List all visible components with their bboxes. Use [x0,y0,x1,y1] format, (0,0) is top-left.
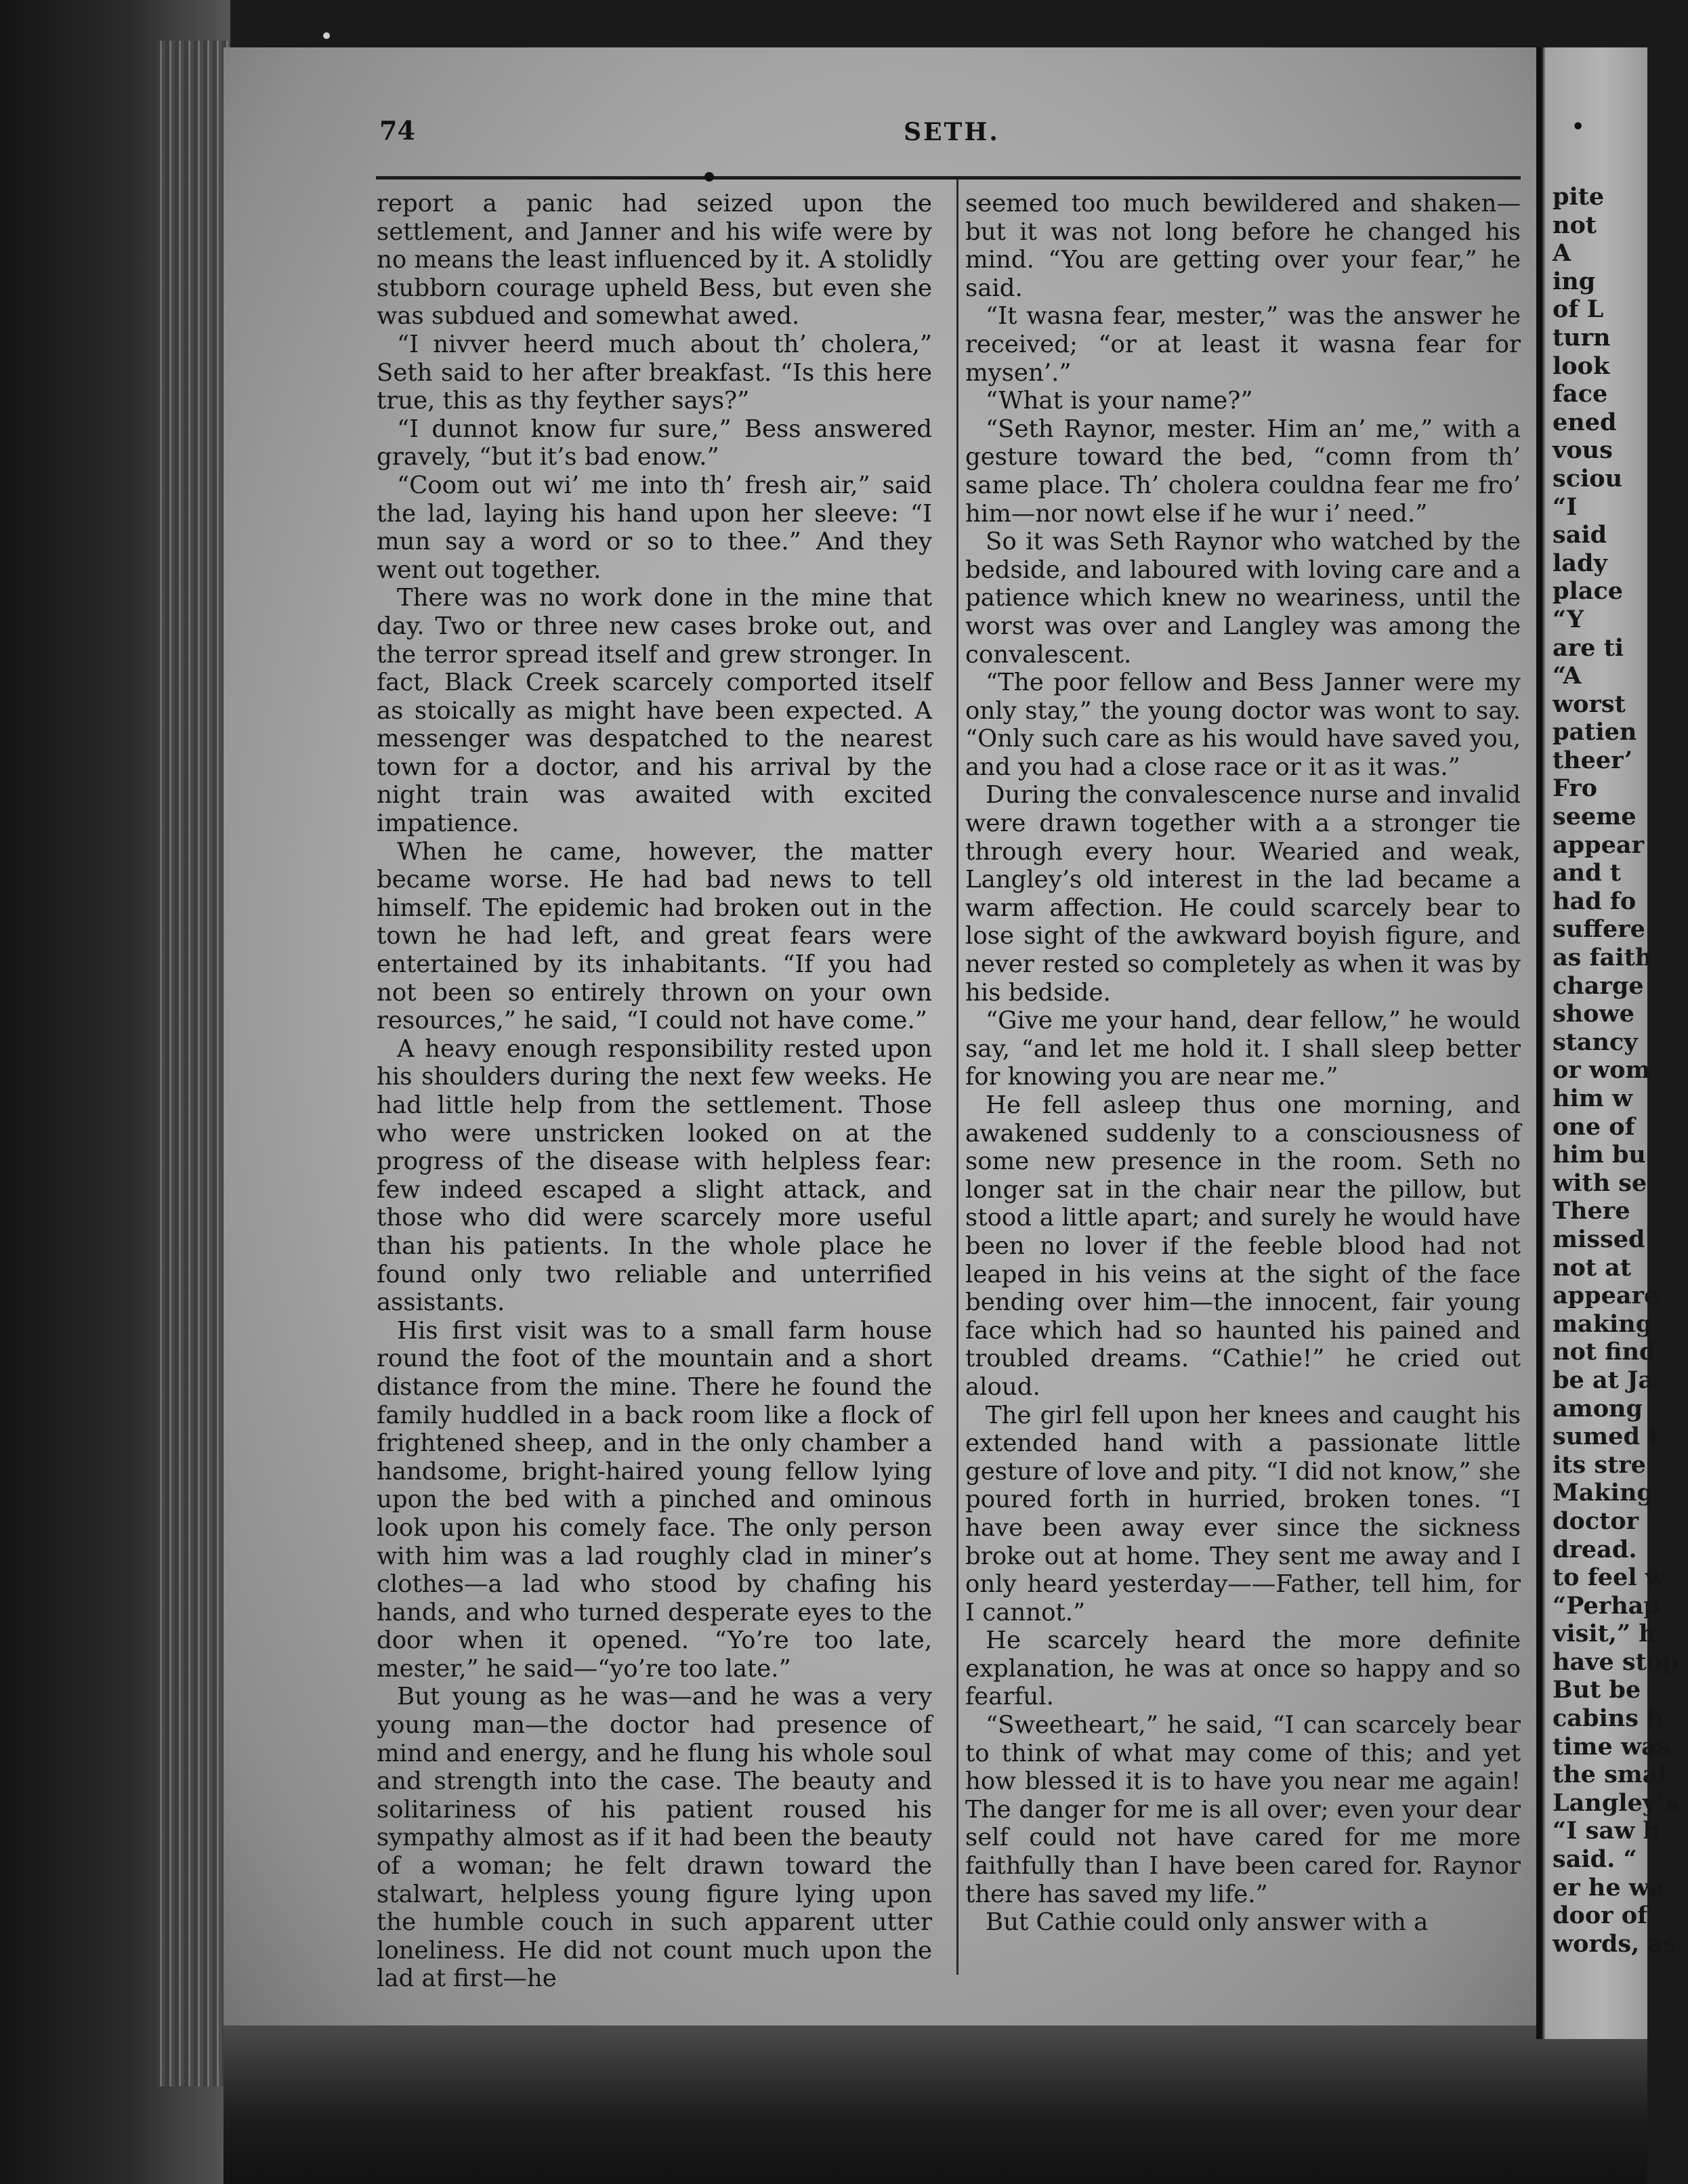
adjacent-fragment-line: and t [1553,859,1621,887]
header-rule [376,176,1521,180]
adjacent-fragment-line: said [1553,521,1607,549]
paragraph: He fell asleep thus one morning, and awakened suddenly to a consciousness of some new presence in the room. Seth no longer sat in the chair near the pillow, but stood a little apart; and surely he would have been no lover if the feeble blood had not leaped in his veins at the sight of the face bending over him—the innocent, fair young face which had so haunted his pained and troubled dreams. “Cathie!” he cried out aloud. [965,1091,1521,1401]
adjacent-fragment-line: “A [1553,662,1582,690]
adjacent-fragment-line: “I saw h [1553,1817,1660,1845]
adjacent-fragment-line: place [1553,577,1624,606]
adjacent-fragment-line: look [1553,352,1610,380]
adjacent-fragment-line: be at Ja [1553,1366,1654,1394]
adjacent-fragment-line: to feel w [1553,1563,1666,1592]
paragraph: “The poor fellow and Bess Janner were my only stay,” the young doctor was wont to say. “Only such care as his would have saved you, and you had a close race or it as it was.” [965,669,1521,781]
page-header [379,115,1524,156]
adjacent-fragment-line: sumed t [1553,1423,1660,1451]
adjacent-fragment-line: door of [1553,1902,1648,1930]
adjacent-fragment-line: pite [1553,183,1605,211]
adjacent-fragment-line: vous [1553,436,1613,465]
adjacent-fragment-line: charge [1553,971,1644,1000]
adjacent-fragment-line: “Perhap [1553,1591,1660,1620]
adjacent-fragment-line: There [1553,1197,1630,1225]
book-page-edges [156,41,230,2086]
adjacent-fragment-line: er he wa [1553,1873,1665,1902]
adjacent-fragment-line: Making [1553,1479,1653,1507]
adjacent-fragment-line: face [1553,380,1608,408]
adjacent-fragment-line: Fro [1553,774,1598,803]
adjacent-fragment-line: Langley’s [1553,1788,1679,1817]
adjacent-fragment-line: have stop [1553,1647,1679,1676]
adjacent-fragment-line: cabins h [1553,1704,1664,1733]
paragraph: So it was Seth Raynor who watched by the bedside, and laboured with loving care and a patience which knew no weariness, until the worst was over and Langley was among the convalescent. [965,528,1521,669]
paragraph: report a panic had seized upon the settlement, and Janner and his wife were by no means the least influenced by it. A stolidly stubborn courage upheld Bess, but even she was subdued and somewhat awed. [377,190,932,331]
text-column-right [965,190,1521,1978]
adjacent-fragment-line: seeme [1553,803,1637,831]
paragraph: “Give me your hand, dear fellow,” he would say, “and let me hold it. I shall sleep better for knowing you are near me.” [965,1007,1521,1091]
adjacent-fragment-line: making [1553,1309,1653,1338]
adjacent-fragment-line: appear [1553,831,1645,859]
paragraph: During the convalescence nurse and invalid were drawn together with a a stronger tie through every hour. Wearied and weak, Langley’s old interest in the lad became a warm affection. He could scarcely bear to lose sight of the awkward boyish figure, and never rested so completely as when it was by his bedside. [965,781,1521,1007]
adjacent-page-mark: • [1571,115,1585,139]
scan-speck: • [320,23,334,50]
adjacent-fragment-line: ing [1553,267,1596,295]
paragraph: The girl fell upon her knees and caught his extended hand with a passionate little gesture of love and pity. “I did not know,” she poured forth in hurried, broken tones. “I have been away ever since the sickness broke out at home. They sent me away and I only heard yesterday——Father, tell him, for I cannot.” [965,1401,1521,1626]
adjacent-fragment-line: the smal [1553,1761,1667,1789]
adjacent-fragment-line: are ti [1553,633,1624,662]
adjacent-fragment-line: not find [1553,1338,1656,1366]
ink-dot [704,172,714,182]
adjacent-fragment-line: theer’ [1553,746,1633,774]
adjacent-fragment-line: him w [1553,1085,1633,1112]
column-divider [956,180,958,1975]
paragraph: “Sweetheart,” he said, “I can scarcely bear to think of what may come of this; and yet how blessed it is to have you near me again! The danger for me is all over; even your dear self could not have cared for me more faithfully than I have been cared for. Raynor there has saved my life.” [965,1711,1521,1908]
adjacent-fragment-line: showe [1553,1000,1634,1028]
paragraph: But young as he was—and he was a very young man—the doctor had presence of mind and energy, and he flung his whole soul and strength into the case. The beauty and solitariness of his patient roused his sympathy almost as if it had been the beauty of a woman; he felt drawn toward the stalwart, helpless young figure lying upon the humble couch in such apparent utter loneliness. He did not count much upon the lad at first—he [377,1683,932,1993]
adjacent-fragment-line: of L [1553,295,1604,324]
adjacent-fragment-line: worst [1553,690,1626,718]
adjacent-fragment-line: not [1553,211,1597,239]
paragraph: seemed too much bewildered and shaken—but it was not long before he changed his mind. “You are getting over your fear,” he said. [965,190,1521,302]
adjacent-fragment-line: not at [1553,1253,1631,1282]
adjacent-fragment-line: as faith [1553,944,1653,972]
adjacent-fragment-line: A [1553,239,1571,268]
adjacent-fragment-line: patien [1553,718,1637,747]
adjacent-page-fragments [1553,183,1688,1958]
adjacent-fragment-line: words, as [1553,1929,1676,1958]
page-number: 74 [379,115,415,146]
adjacent-fragment-line: appeare [1553,1282,1660,1310]
paragraph: “I dunnot know fur sure,” Bess answered gravely, “but it’s bad enow.” [377,415,932,471]
adjacent-fragment-line: suffere [1553,915,1645,944]
adjacent-fragment-line: stancy [1553,1028,1638,1056]
adjacent-fragment-line: ened [1553,408,1617,436]
adjacent-fragment-line: visit,” h [1553,1620,1656,1648]
adjacent-fragment-line: its stre [1553,1450,1646,1479]
adjacent-fragment-line: sciou [1553,464,1623,492]
adjacent-fragment-line: dread. [1553,1535,1637,1563]
adjacent-page-strip [1536,47,1679,2039]
paragraph: His first visit was to a small farm house round the foot of the mountain and a short distance from the mine. There he found the family huddled in a back room like a flock of frightened sheep, and in the only chamber a handsome, bright-haired young fellow lying upon the bed with a pinched and ominous look upon his comely face. The only person with him was a lad roughly clad in miner’s clothes—a lad who stood by chafing his hands, and who turned desperate eyes to the door when it opened. “Yo’re too late, mester,” he said—“yo’re too late.” [377,1316,932,1683]
adjacent-fragment-line: “Y [1553,605,1584,633]
adjacent-fragment-line: turn [1553,323,1611,352]
adjacent-fragment-line: doctor [1553,1507,1639,1535]
adjacent-fragment-line: among [1553,1394,1643,1423]
adjacent-fragment-line: with se [1553,1169,1647,1197]
adjacent-fragment-line: time was [1553,1732,1670,1761]
running-title: SETH. [904,118,1000,146]
adjacent-fragment-line: one of [1553,1112,1635,1141]
paragraph: There was no work done in the mine that day. Two or three new cases broke out, and the terror spread itself and grew stronger. In fact, Black Creek scarcely comported itself as stoically as might have been expected. A messenger was despatched to the nearest town for a doctor, and his arrival by the night train was awaited with excited impatience. [377,584,932,838]
adjacent-fragment-line: said. “ [1553,1845,1637,1874]
paragraph: When he came, however, the matter became worse. He had bad news to tell himself. The epidemic had broken out in the town he had left, and great fears were entertained by its inhabitants. “If you had not been so entirely thrown on your own resources,” he said, “I could not have come.” [377,837,932,1035]
scan-shadow-bottom [224,2025,1647,2184]
adjacent-fragment-line: lady [1553,549,1607,577]
paragraph: He scarcely heard the more definite explanation, he was at once so happy and so fearful. [965,1626,1521,1711]
paragraph: “I nivver heerd much about th’ cholera,” Seth said to her after breakfast. “Is this here true, this as thy feyther says?” [377,330,932,415]
paragraph: “Seth Raynor, mester. Him an’ me,” with a gesture toward the bed, “comn from th’ same place. Th’ cholera couldna fear me fro’ him—nor nowt else if he wur i’ need.” [965,415,1521,528]
paragraph: A heavy enough responsibility rested upon his shoulders during the next few weeks. He had little help from the settlement. Those who were unstricken looked on at the progress of the disease with helpless fear: few indeed escaped a slight attack, and those who did were scarcely more useful than his patients. In the whole place he found only two reliable and unterrified assistants. [377,1034,932,1317]
paragraph: “Coom out wi’ me into th’ fresh air,” said the lad, laying his hand upon her sleeve: “I mun say a word or so to thee.” And they went out together. [377,471,932,584]
adjacent-fragment-line: him bu [1553,1141,1646,1169]
text-column-left [377,190,932,1993]
adjacent-fragment-line: had fo [1553,887,1637,915]
adjacent-fragment-line: or wom [1553,1056,1651,1085]
paragraph: “It wasna fear, mester,” was the answer he received; “or at least it wasna fear for mysen’.” [965,302,1521,387]
adjacent-fragment-line: “I [1553,492,1578,521]
adjacent-fragment-line: But be [1553,1676,1641,1704]
adjacent-fragment-line: missed [1553,1225,1645,1253]
paragraph: “What is your name?” [986,387,1253,415]
paragraph: But Cathie could only answer with a [986,1908,1429,1937]
